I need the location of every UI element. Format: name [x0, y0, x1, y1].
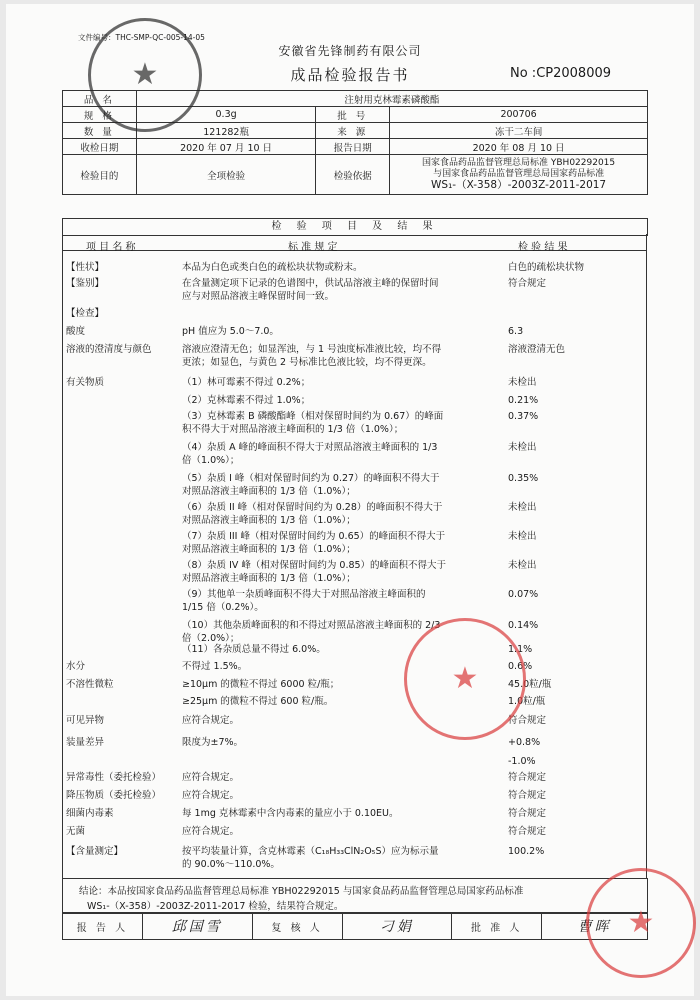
standard-line: （6）杂质 II 峰（相对保留时间约为 0.28）的峰面积不得大于: [182, 502, 443, 513]
column-result: 检 验 结 果: [518, 242, 568, 253]
standard-line: 应符合规定。: [182, 790, 240, 801]
standard-line: （1）林可霉素不得过 0.2%；: [182, 377, 311, 388]
report-number: No :CP2008009: [510, 66, 612, 81]
standard-line: 更浓；如显色，与黄色 2 号标准比色液比较，均不得更深。: [182, 356, 432, 368]
result-value: 符合规定: [508, 790, 547, 801]
result-value: 未检出: [508, 531, 537, 542]
standard-line: 倍（1.0%）；: [182, 454, 240, 466]
result-value: 符合规定: [508, 278, 547, 289]
result-value: 未检出: [508, 442, 537, 453]
result-item-name: 【含量测定】: [66, 846, 124, 857]
result-standard: [182, 808, 504, 821]
result-standard: [182, 846, 504, 871]
standard-line: ≥25μm 的微粒不得过 600 粒/瓶。: [182, 696, 334, 707]
result-standard: [182, 377, 504, 390]
result-item-name: 不溶性微粒: [66, 679, 114, 690]
standard-line: 对照品溶液主峰面积的 1/3 倍（1.0%）；: [182, 572, 356, 584]
basis-line: 国家食品药品监督管理总局标准 YBH02292015: [422, 158, 616, 168]
result-item-name: 酸度: [66, 326, 86, 337]
standard-line: 本品为白色或类白色的疏松块状物或粉末。: [182, 262, 363, 273]
result-standard: [182, 772, 504, 785]
result-value: 符合规定: [508, 715, 547, 726]
standard-line: 积不得大于对照品溶液主峰面积的 1/3 倍（1.0%）；: [182, 423, 404, 435]
quantity-label: 数 量: [63, 123, 137, 139]
result-standard: [182, 395, 504, 408]
result-value: 0.35%: [508, 473, 539, 484]
reporter-signature: 邱国雪: [142, 913, 252, 940]
source-label: 来 源: [316, 123, 390, 139]
result-item-name: 溶液的澄清度与颜色: [66, 344, 152, 355]
spec-label: 规 格: [63, 107, 137, 123]
checker-signature: 刁娟: [342, 913, 452, 940]
standard-line: （3）克林霉素 B 磷酸酯峰（相对保留时间约为 0.67）的峰面: [182, 411, 444, 422]
result-value: 白色的疏松块状物: [508, 262, 585, 273]
result-value: 1.1%: [508, 644, 533, 655]
result-value: 0.37%: [508, 411, 539, 422]
standard-line: 倍（2.0%）；: [182, 632, 240, 644]
standard-line: 按平均装量计算，含克林霉素（C₁₈H₃₃ClN₂O₅S）应为标示量: [182, 846, 439, 857]
conclusion-line: WS₁-（X-358）-2003Z-2011-2017 检验，结果符合规定。: [87, 901, 344, 912]
result-value: -1.0%: [508, 756, 536, 767]
result-value: 6.3: [508, 326, 524, 337]
name-label: 品 名: [63, 91, 137, 107]
standard-line: 应符合规定。: [182, 826, 240, 837]
table-border-right: [646, 234, 647, 878]
result-value: 符合规定: [508, 826, 547, 837]
column-header: [62, 236, 646, 251]
receive-date-value: 2020 年 07 月 10 日: [136, 139, 316, 155]
standard-line: 应与对照品溶液主峰保留时间一致。: [182, 290, 335, 302]
star-icon: ★: [627, 905, 655, 940]
result-standard: [182, 589, 504, 614]
standard-line: 在含量测定项下记录的色谱图中，供试品溶液主峰的保留时间: [182, 278, 439, 289]
quantity-value: 121282瓶: [136, 123, 316, 139]
inspection-seal-stamp: [88, 18, 202, 132]
result-item-name: 有关物质: [66, 377, 105, 388]
distributor-seal-stamp: [586, 868, 696, 978]
standard-line: 溶液应澄清无色；如显浑浊，与 1 号浊度标准液比较，均不得: [182, 344, 442, 355]
result-standard: [182, 278, 504, 303]
column-item: 项 目 名 称: [86, 242, 136, 253]
report-title: 成品检验报告书: [290, 66, 410, 84]
basis-label: 检验依据: [316, 155, 390, 195]
result-value: 未检出: [508, 560, 537, 571]
standard-line: （2）克林霉素不得过 1.0%；: [182, 395, 311, 406]
result-item-name: 可见异物: [66, 715, 105, 726]
result-value: 100.2%: [508, 846, 545, 857]
result-value: 1.0粒/瓶: [508, 696, 546, 707]
result-standard: [182, 826, 504, 839]
result-value: +0.8%: [508, 737, 541, 748]
basis-value: [390, 155, 648, 195]
report-date-label: 报告日期: [316, 139, 390, 155]
standard-line: （11）各杂质总量不得过 6.0%。: [182, 644, 326, 655]
standard-line: （7）杂质 III 峰（相对保留时间约为 0.65）的峰面积不得大于: [182, 531, 446, 542]
approver-label: 批 准 人: [452, 913, 542, 940]
spec-value: 0.3g: [136, 107, 316, 123]
result-item-name: 细菌内毒素: [66, 808, 114, 819]
approver-signature: 曹晖: [542, 913, 648, 940]
source-value: 冻干二车间: [390, 123, 648, 139]
result-item-name: 【性状】: [66, 262, 105, 273]
checker-label: 复 核 人: [252, 913, 342, 940]
section-title: 检 验 项 目 及 结 果: [62, 218, 648, 236]
result-value: 0.14%: [508, 620, 539, 631]
standard-line: 对照品溶液主峰面积的 1/3 倍（1.0%）；: [182, 514, 356, 526]
result-value: 未检出: [508, 377, 537, 388]
report-date-value: 2020 年 08 月 10 日: [390, 139, 648, 155]
result-standard: [182, 473, 504, 498]
result-item-name: 无菌: [66, 826, 86, 837]
result-value: 未检出: [508, 502, 537, 513]
result-standard: [182, 344, 504, 369]
standard-line: （4）杂质 A 峰的峰面积不得大于对照品溶液主峰面积的 1/3: [182, 442, 438, 453]
standard-line: 对照品溶液主峰面积的 1/3 倍（1.0%）；: [182, 543, 356, 555]
result-item-name: 【检查】: [66, 308, 105, 319]
result-standard: [182, 531, 504, 556]
standard-line: （9）其他单一杂质峰面积不得大于对照品溶液主峰面积的: [182, 589, 426, 600]
batch-value: 200706: [390, 107, 648, 123]
result-standard: [182, 262, 504, 275]
standard-line: 1/15 倍（0.2%）。: [182, 601, 264, 613]
purpose-value: 全项检验: [136, 155, 316, 195]
basis-line: 与国家食品药品监督管理总局国家药品标准: [433, 169, 605, 179]
reporter-label: 报 告 人: [63, 913, 143, 940]
result-value: 0.6%: [508, 661, 533, 672]
document-code: 文件编号：THC-SMP-QC-005-14-05: [78, 33, 205, 42]
standard-line: 应符合规定。: [182, 772, 240, 783]
result-item-name: 降压物质（委托检验）: [66, 790, 162, 801]
result-value: 0.07%: [508, 589, 539, 600]
result-value: 符合规定: [508, 772, 547, 783]
standard-line: ≥10μm 的微粒不得过 6000 粒/瓶；: [182, 679, 340, 690]
standard-line: 的 90.0%～110.0%。: [182, 858, 280, 870]
result-item-name: 【鉴别】: [66, 278, 105, 289]
standard-line: （5）杂质 I 峰（相对保留时间约为 0.27）的峰面积不得大于: [182, 473, 440, 484]
result-standard: [182, 560, 504, 585]
receive-date-label: 收检日期: [63, 139, 137, 155]
purpose-label: 检验目的: [63, 155, 137, 195]
standard-line: pH 值应为 5.0～7.0。: [182, 326, 279, 337]
result-standard: [182, 502, 504, 527]
name-value: 注射用克林霉素磷酸酯: [136, 91, 647, 107]
result-value: 溶液澄清无色: [508, 344, 566, 355]
batch-label: 批 号: [316, 107, 390, 123]
result-item-name: 异常毒性（委托检验）: [66, 772, 162, 783]
result-standard: [182, 442, 504, 467]
standard-line: （8）杂质 IV 峰（相对保留时间约为 0.85）的峰面积不得大于: [182, 560, 447, 571]
column-standard: 标 准 规 定: [288, 242, 338, 253]
result-value: 0.21%: [508, 395, 539, 406]
conclusion-line: 结论：本品按国家食品药品监督管理总局标准 YBH02292015 与国家食品药品监督管理总局国家药品标准: [79, 886, 524, 897]
table-border-left: [62, 234, 63, 878]
result-standard: [182, 790, 504, 803]
basis-line: WS₁-（X-358）-2003Z-2011-2017: [431, 179, 607, 191]
standard-line: 限度为±7%。: [182, 737, 244, 748]
quality-seal-stamp: [404, 618, 526, 740]
result-item-name: 装量差异: [66, 737, 105, 748]
company-name: 安徽省先锋制药有限公司: [278, 44, 422, 58]
result-value: 符合规定: [508, 808, 547, 819]
result-item-name: 水分: [66, 661, 86, 672]
standard-line: 每 1mg 克林霉素中含内毒素的量应小于 0.10EU。: [182, 808, 399, 819]
standard-line: 应符合规定。: [182, 715, 240, 726]
result-value: 45.0粒/瓶: [508, 679, 552, 690]
standard-line: 对照品溶液主峰面积的 1/3 倍（1.0%）；: [182, 485, 356, 497]
standard-line: （10）其他杂质峰面积的和不得过对照品溶液主峰面积的 2/3: [182, 620, 441, 631]
conclusion: [62, 878, 648, 914]
result-standard: [182, 411, 504, 436]
star-icon: ★: [451, 661, 479, 696]
result-standard: [182, 326, 504, 339]
star-icon: ★: [131, 57, 159, 92]
standard-line: 不得过 1.5%。: [182, 661, 248, 672]
signature-table: [62, 912, 648, 940]
